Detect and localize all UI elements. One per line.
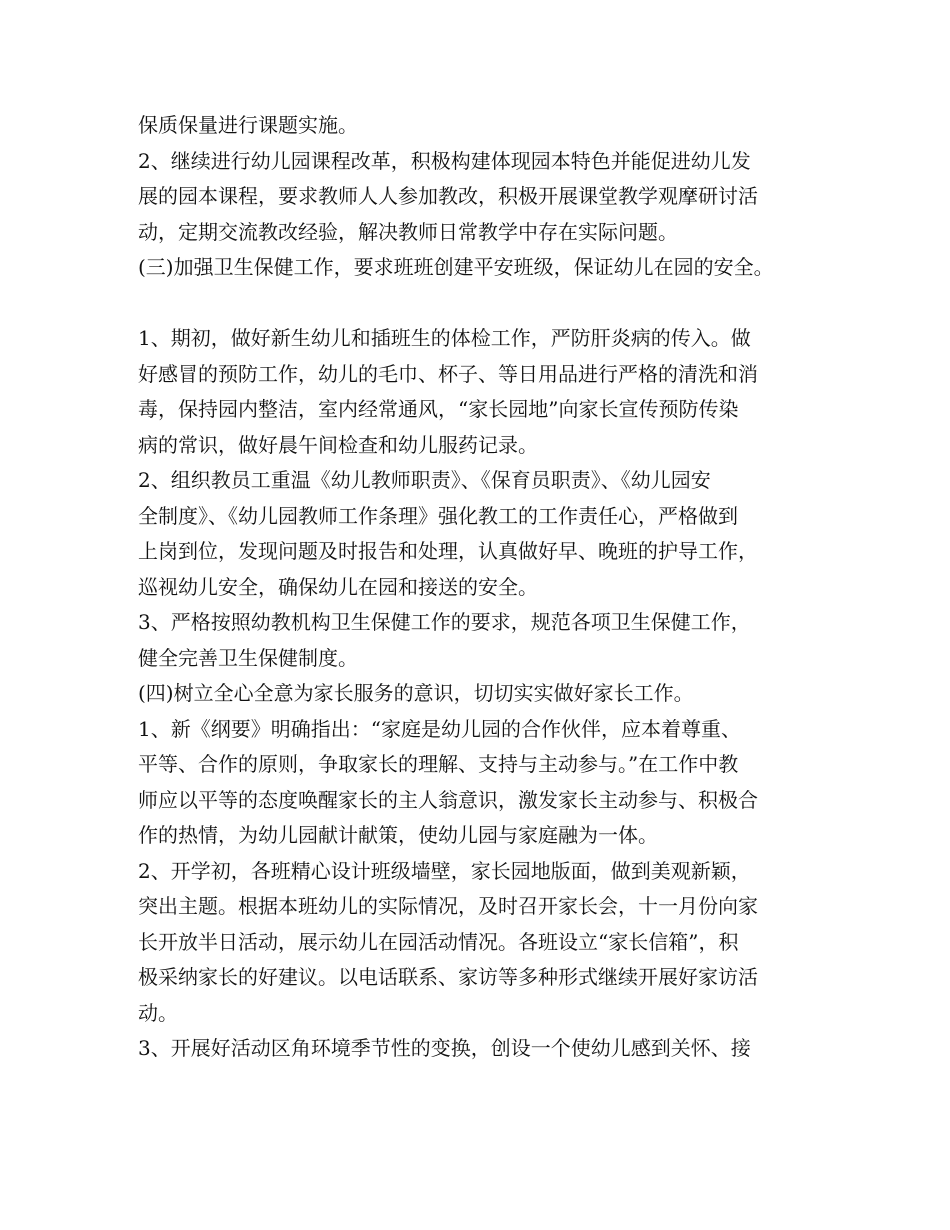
- section-heading: (三)加强卫生保健工作，要求班班创建平安班级，保证幼儿在园的安全。: [138, 255, 774, 279]
- text-line: 突出主题。根据本班幼儿的实际情况，及时召开家长会，十一月份向家: [138, 894, 758, 918]
- text-line: 毒，保持园内整洁，室内经常通风，“家长园地”向家长宣传预防传染: [138, 397, 739, 421]
- text-line: 动，定期交流教改经验，解决教师日常教学中存在实际问题。: [138, 219, 678, 244]
- text-line: 极采纳家长的好建议。以电话联系、家访等多种形式继续开展好家访活: [138, 965, 758, 989]
- text-line: 上岗到位，发现问题及时报告和处理，认真做好早、晚班的护导工作，: [138, 539, 758, 563]
- text-line: 3、严格按照幼教机构卫生保健工作的要求，规范各项卫生保健工作，: [138, 610, 751, 634]
- text-line: 好感冒的预防工作，幼儿的毛巾、杯子、等日用品进行严格的清洗和消: [138, 361, 758, 386]
- text-line: 1、新《纲要》明确指出：“家庭是幼儿园的合作伙伴，应本着尊重、: [138, 716, 741, 741]
- text-line: 展的园本课程，要求教师人人参加教改，积极开展课堂教学观摩研讨活: [138, 184, 758, 208]
- text-line: 师应以平等的态度唤醒家长的主人翁意识，激发家长主动参与、积极合: [138, 787, 758, 812]
- text-line: 全制度》、《幼儿园教师工作条理》强化教工的工作责任心，严格做到: [138, 503, 738, 528]
- text-line: 作的热情，为幼儿园献计献策，使幼儿园与家庭融为一体。: [138, 823, 658, 847]
- text-line: 长开放半日活动，展示幼儿在园活动情况。各班设立“家长信箱”，积: [138, 929, 739, 954]
- text-line: 健全完善卫生保健制度。: [138, 645, 358, 670]
- text-line: 平等、合作的原则，争取家长的理解、支持与主动参与。”在工作中教: [138, 752, 739, 776]
- text-line: 保质保量进行课题实施。: [138, 113, 358, 137]
- text-line: 2、开学初，各班精心设计班级墙壁，家长园地版面，做到美观新颖，: [138, 858, 751, 883]
- text-line: 2、继续进行幼儿园课程改革，积极构建体现园本特色并能促进幼儿发: [138, 148, 751, 173]
- text-line: 病的常识，做好晨午间检查和幼儿服药记录。: [138, 432, 538, 457]
- text-line: 1、期初，做好新生幼儿和插班生的体检工作，严防肝炎病的传入。做: [138, 326, 751, 350]
- text-line: 动。: [138, 1000, 178, 1025]
- document-body: [138, 108, 838, 1067]
- blank-line: [138, 286, 838, 322]
- text-line: 巡视幼儿安全，确保幼儿在园和接送的安全。: [138, 574, 538, 599]
- text-line: 2、组织教员工重温《幼儿教师职责》、《保育员职责》、《幼儿园安: [138, 468, 711, 492]
- text-line: 3、开展好活动区角环境季节性的变换，创设一个使幼儿感到关怀、接: [138, 1036, 751, 1060]
- section-heading: (四)树立全心全意为家长服务的意识，切切实实做好家长工作。: [138, 681, 694, 705]
